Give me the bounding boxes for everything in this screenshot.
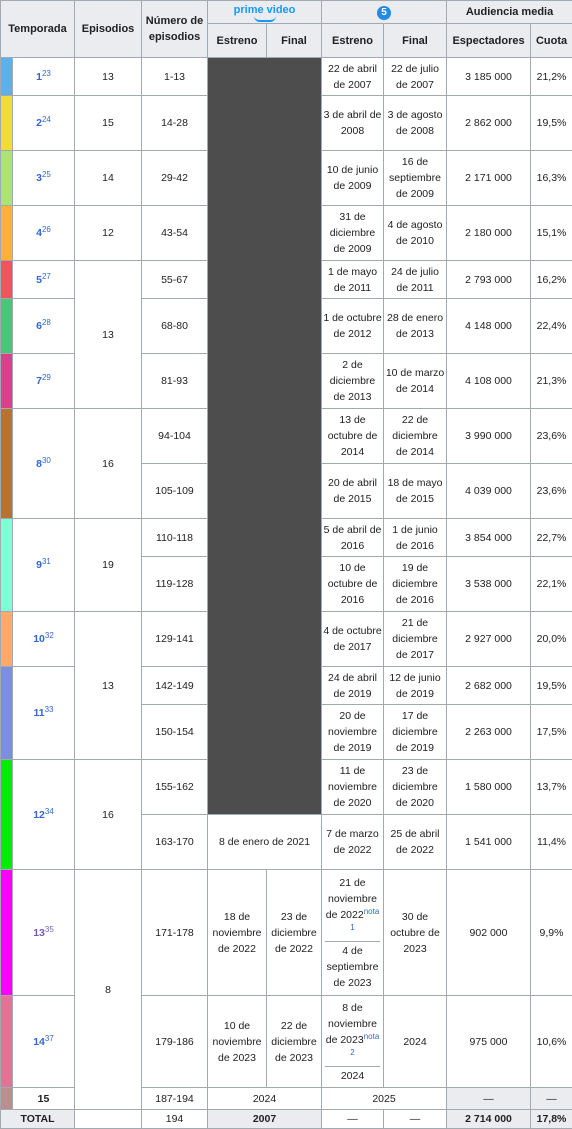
header-pv-estreno: Estreno [208, 24, 267, 58]
season-number-link[interactable] [13, 96, 75, 151]
season-row [1, 870, 572, 996]
season-number[interactable]: $12^{34}$ [33, 809, 54, 821]
season-episodes: 19 [75, 519, 142, 612]
season-ref[interactable]: 24 [42, 115, 51, 124]
season-ref[interactable]: 28 [42, 318, 51, 327]
viewers: 3 854 000 [447, 519, 531, 557]
channel5-start [322, 996, 384, 1088]
episode-range: 43-54 [142, 206, 208, 261]
total-blank [75, 1110, 142, 1129]
season-number[interactable]: $9^{31}$ [36, 559, 51, 571]
total-viewers: 2 714 000 [447, 1110, 531, 1129]
viewers: 2 793 000 [447, 261, 531, 299]
episode-range: 150-154 [142, 705, 208, 760]
season-number[interactable]: $6^{28}$ [36, 320, 51, 332]
season-color-swatch [1, 996, 13, 1088]
season-ref[interactable]: 32 [45, 631, 54, 640]
channel5-start [322, 705, 384, 760]
season-episodes: 14 [75, 151, 142, 206]
channel5-end: 16 de septiembre de 2009 [384, 151, 447, 206]
season-color-swatch [1, 409, 13, 519]
share: 21,3% [531, 354, 572, 409]
episode-range: 29-42 [142, 151, 208, 206]
channel5-start [322, 261, 384, 299]
season-number-link[interactable] [13, 409, 75, 519]
share: 10,6% [531, 996, 572, 1088]
share: 22,7% [531, 519, 572, 557]
season-number[interactable]: 15 [38, 1093, 50, 1105]
share: 19,5% [531, 96, 572, 151]
season-number[interactable]: $2^{24}$ [36, 117, 51, 129]
season-episodes: 13 [75, 261, 142, 409]
channel5-start-date: 20 de abril de 2015 [328, 477, 377, 505]
season-ref[interactable]: 34 [45, 807, 54, 816]
total-share: 17,8% [531, 1110, 572, 1129]
channel5-end: 10 de marzo de 2014 [384, 354, 447, 409]
channel5-end: 24 de julio de 2011 [384, 261, 447, 299]
channel5-start [322, 464, 384, 519]
episode-range: 187-194 [142, 1088, 208, 1110]
share: 20,0% [531, 612, 572, 667]
season-episodes: 16 [75, 760, 142, 870]
total-c5-end: — [384, 1110, 447, 1129]
season-row [1, 58, 572, 96]
channel5-end: 3 de agosto de 2008 [384, 96, 447, 151]
season-number-link[interactable] [13, 58, 75, 96]
prime-video-release: 2024 [208, 1088, 322, 1110]
viewers: 3 185 000 [447, 58, 531, 96]
season-episodes: 12 [75, 206, 142, 261]
episode-range: 179-186 [142, 996, 208, 1088]
season-ref[interactable]: 29 [42, 373, 51, 382]
season-number-link[interactable] [13, 612, 75, 667]
season-color-swatch [1, 1088, 13, 1110]
channel5-end: 30 de octubre de 2023 [384, 870, 447, 996]
viewers: — [447, 1088, 531, 1110]
episode-range: 142-149 [142, 667, 208, 705]
share: 22,4% [531, 299, 572, 354]
season-number[interactable]: $11^{33}$ [34, 707, 54, 719]
season-number[interactable]: $10^{32}$ [33, 633, 54, 645]
episode-range: 119-128 [142, 557, 208, 612]
episode-range: 110-118 [142, 519, 208, 557]
season-color-swatch [1, 354, 13, 409]
channel5-start-date: 3 de abril de 2008 [324, 109, 382, 137]
season-number[interactable]: $14^{37}$ [33, 1036, 54, 1048]
prime-video-end: 22 de diciembre de 2023 [267, 996, 322, 1088]
header-episodios: Episodios [75, 1, 142, 58]
season-color-swatch [1, 58, 13, 96]
episode-range: 55-67 [142, 261, 208, 299]
episode-range: 81-93 [142, 354, 208, 409]
share: 15,1% [531, 206, 572, 261]
channel5-end: 1 de junio de 2016 [384, 519, 447, 557]
season-number-link[interactable] [13, 151, 75, 206]
season-number[interactable]: $13^{35}$ [33, 927, 54, 939]
share: 23,6% [531, 409, 572, 464]
share: 19,5% [531, 667, 572, 705]
season-episodes: 8 [75, 870, 142, 1110]
season-episodes: 16 [75, 409, 142, 519]
channel5-end: 4 de agosto de 2010 [384, 206, 447, 261]
share: 22,1% [531, 557, 572, 612]
viewers: 4 108 000 [447, 354, 531, 409]
total-year: 2007 [208, 1110, 322, 1129]
season-number-link[interactable] [13, 519, 75, 612]
channel5-end: 25 de abril de 2022 [384, 815, 447, 870]
channel5-start [322, 96, 384, 151]
share: — [531, 1088, 572, 1110]
prime-video-start: 10 de noviembre de 2023 [208, 996, 267, 1088]
episode-range: 129-141 [142, 612, 208, 667]
season-color-swatch [1, 519, 13, 612]
episode-range: 171-178 [142, 870, 208, 996]
header-c5-final: Final [384, 24, 447, 58]
note-link[interactable]: nota 1 [350, 907, 379, 932]
header-cuota: Cuota [531, 24, 572, 58]
share: 21,2% [531, 58, 572, 96]
prime-video-logo: prime video [208, 1, 322, 24]
season-number-link[interactable] [13, 206, 75, 261]
total-c5-start: — [322, 1110, 384, 1129]
share: 9,9% [531, 870, 572, 996]
channel5-release: 2025 [322, 1088, 447, 1110]
channel5-start [322, 206, 384, 261]
season-color-swatch [1, 760, 13, 870]
viewers: 2 171 000 [447, 151, 531, 206]
channel5-start [322, 58, 384, 96]
channel5-start [322, 409, 384, 464]
season-ref[interactable]: 30 [42, 456, 51, 465]
channel5-start-date: 10 de junio de 2009 [327, 164, 378, 192]
prime-video-start: 18 de noviembre de 2022 [208, 870, 267, 996]
channel5-logo: 5 [322, 1, 447, 24]
channel5-start-date: 8 de noviembre de 2023 [326, 1002, 377, 1046]
season-number-link[interactable] [13, 870, 75, 996]
channel5-start [322, 667, 384, 705]
season-color-swatch [1, 299, 13, 354]
season-color-swatch [1, 96, 13, 151]
viewers: 3 990 000 [447, 409, 531, 464]
prime-video-unavailable [208, 58, 322, 815]
season-number-link[interactable] [13, 1088, 75, 1110]
channel5-end: 28 de enero de 2013 [384, 299, 447, 354]
viewers: 2 263 000 [447, 705, 531, 760]
channel5-end: 18 de mayo de 2015 [384, 464, 447, 519]
season-number[interactable]: $3^{25}$ [36, 172, 51, 184]
header-pv-final: Final [267, 24, 322, 58]
episode-range: 105-109 [142, 464, 208, 519]
season-color-swatch [1, 667, 13, 760]
share: 13,7% [531, 760, 572, 815]
episode-range: 1-13 [142, 58, 208, 96]
prime-video-end: 23 de diciembre de 2022 [267, 870, 322, 996]
share: 16,3% [531, 151, 572, 206]
season-number-link[interactable] [13, 354, 75, 409]
viewers: 2 682 000 [447, 667, 531, 705]
channel5-start-date: 24 de abril de 2019 [328, 672, 377, 700]
header-audiencia: Audiencia media [447, 1, 572, 24]
channel5-end: 2024 [384, 996, 447, 1088]
season-ref[interactable]: 33 [45, 705, 54, 714]
season-ref[interactable]: 25 [42, 170, 51, 179]
viewers: 2 927 000 [447, 612, 531, 667]
season-ref[interactable]: 23 [42, 69, 51, 78]
episode-range: 163-170 [142, 815, 208, 870]
viewers: 902 000 [447, 870, 531, 996]
channel5-start-date: 1 de mayo de 2011 [328, 266, 377, 294]
season-number-link[interactable] [13, 760, 75, 870]
season-number-link[interactable] [13, 667, 75, 760]
channel5-start [322, 760, 384, 815]
season-number[interactable]: $7^{29}$ [36, 375, 51, 387]
channel5-start-date: 2 de diciembre de 2013 [330, 359, 376, 403]
share: 11,4% [531, 815, 572, 870]
channel5-start [322, 519, 384, 557]
channel5-end: 21 de diciembre de 2017 [384, 612, 447, 667]
viewers: 4 148 000 [447, 299, 531, 354]
season-number-link[interactable] [13, 299, 75, 354]
channel5-end: 12 de junio de 2019 [384, 667, 447, 705]
season-number[interactable]: $5^{27}$ [36, 274, 51, 286]
viewers: 975 000 [447, 996, 531, 1088]
channel5-start [322, 354, 384, 409]
season-color-swatch [1, 261, 13, 299]
channel5-start-alt: 4 de septiembre de 2023 [325, 941, 380, 991]
season-color-swatch [1, 151, 13, 206]
season-episodes: 13 [75, 58, 142, 96]
header-c5-estreno: Estreno [322, 24, 384, 58]
channel5-start-date: 31 de diciembre de 2009 [330, 211, 376, 255]
header-espectadores: Espectadores [447, 24, 531, 58]
share: 17,5% [531, 705, 572, 760]
season-number-link[interactable] [13, 996, 75, 1088]
channel5-start-date: 11 de noviembre de 2020 [328, 765, 377, 809]
season-color-swatch [1, 206, 13, 261]
season-number[interactable]: $1^{23}$ [36, 71, 51, 83]
prime-video-release: 8 de enero de 2021 [208, 815, 322, 870]
episode-range: 68-80 [142, 299, 208, 354]
viewers: 1 541 000 [447, 815, 531, 870]
header-temporada: Temporada [1, 1, 75, 58]
channel5-start [322, 612, 384, 667]
share: 16,2% [531, 261, 572, 299]
share: 23,6% [531, 464, 572, 519]
channel5-start [322, 870, 384, 996]
header-numero-episodios: Número de episodios [142, 1, 208, 58]
viewers: 1 580 000 [447, 760, 531, 815]
viewers: 2 862 000 [447, 96, 531, 151]
viewers: 2 180 000 [447, 206, 531, 261]
channel5-start-date: 21 de noviembre de 2022 [326, 877, 377, 921]
total-label: TOTAL [1, 1110, 75, 1129]
season-ref[interactable]: 37 [45, 1034, 54, 1043]
season-number[interactable]: $4^{26}$ [36, 227, 51, 239]
channel5-start-date: 1 de octubre de 2012 [323, 312, 381, 340]
channel5-start-alt: 2024 [325, 1066, 380, 1084]
season-ref[interactable]: 26 [42, 225, 51, 234]
channel5-start-date: 4 de octubre de 2017 [323, 625, 381, 653]
season-color-swatch [1, 612, 13, 667]
channel5-start-date: 5 de abril de 2016 [324, 524, 382, 552]
channel5-end: 17 de diciembre de 2019 [384, 705, 447, 760]
viewers: 3 538 000 [447, 557, 531, 612]
season-episodes: 13 [75, 612, 142, 760]
episode-range: 94-104 [142, 409, 208, 464]
season-ref[interactable]: 31 [42, 557, 51, 566]
channel5-start [322, 557, 384, 612]
channel5-start-date: 20 de noviembre de 2019 [328, 710, 377, 754]
channel5-start-date: 10 de octubre de 2016 [328, 562, 378, 606]
viewers: 4 039 000 [447, 464, 531, 519]
channel5-end: 22 de diciembre de 2014 [384, 409, 447, 464]
season-color-swatch [1, 870, 13, 996]
channel5-start-date: 13 de octubre de 2014 [328, 414, 378, 458]
channel5-start-date: 22 de abril de 2007 [328, 63, 377, 91]
total-row [1, 1110, 572, 1129]
season-episodes: 15 [75, 96, 142, 151]
channel5-end: 19 de diciembre de 2016 [384, 557, 447, 612]
note-link[interactable]: nota 2 [350, 1032, 379, 1057]
season-ref[interactable]: 27 [42, 272, 51, 281]
season-number-link[interactable] [13, 261, 75, 299]
total-episodes: 194 [142, 1110, 208, 1129]
season-number[interactable]: $8^{30}$ [36, 458, 51, 470]
episode-range: 14-28 [142, 96, 208, 151]
channel5-start-date: 7 de marzo de 2022 [326, 828, 379, 856]
channel5-end: 22 de julio de 2007 [384, 58, 447, 96]
season-ref[interactable]: 35 [45, 925, 54, 934]
channel5-start [322, 815, 384, 870]
channel5-end: 23 de diciembre de 2020 [384, 760, 447, 815]
channel5-start [322, 299, 384, 354]
channel5-start [322, 151, 384, 206]
episode-range: 155-162 [142, 760, 208, 815]
